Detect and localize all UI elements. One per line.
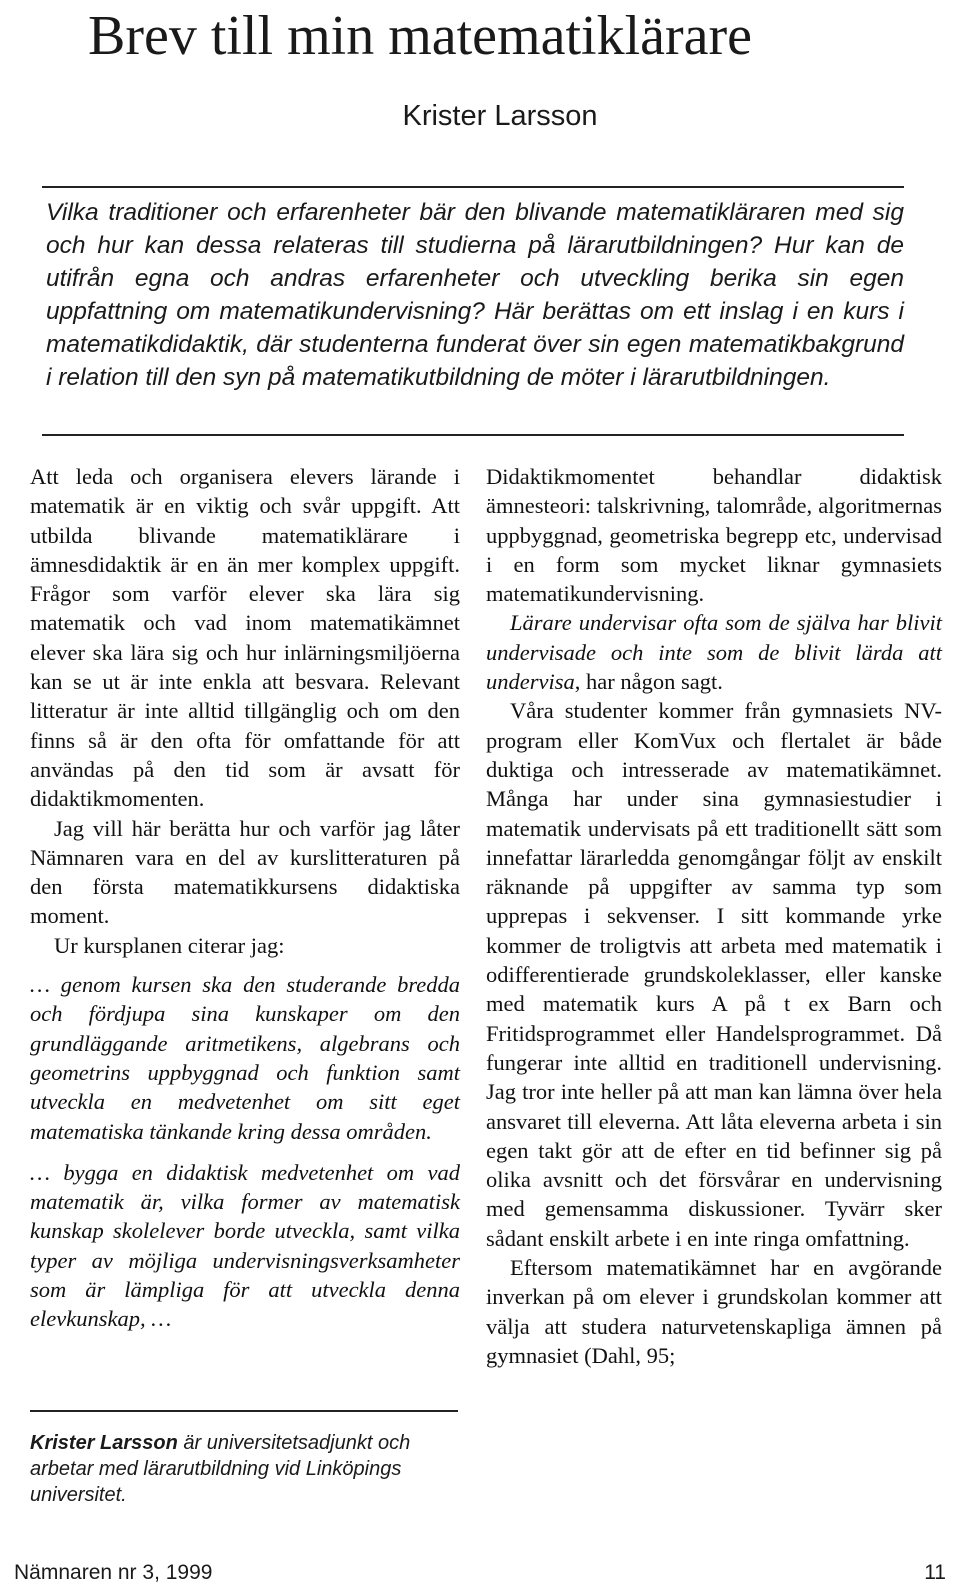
syllabus-quote: … genom kursen ska den studerande bredda och fördjupa sina kunskaper om den grundläggande aritmetikens, algebrans och geometrins uppbyggnad och funktion samt utveckla en medvetenhet om sitt eget matematiska tänkande kring dessa områden. — [30, 972, 460, 1144]
body-paragraph — [486, 608, 942, 696]
author-note-name: Krister Larsson — [30, 1432, 178, 1454]
body-paragraph: Att leda och organisera elevers lärande i matematik är en viktig och svår uppgift. Att utbilda blivande matematiklärare i ämnesdidaktik är en än mer komplex uppgift. Frågor som varför elever ska lära sig matematik och vad inom matematikämnet elever ska lära sig och hur inlärningsmiljöerna kan se ut är inte enkla att besvara. Relevant litteratur är inte alltid tillgänglig och om den finns så är den ofta för omfattande för att användas på den tid som är avsatt för didaktikmomenten. — [30, 464, 460, 812]
abstract-top-rule — [42, 186, 904, 188]
body-paragraph: Våra studenter kommer från gymnasiets NV-program eller KomVux och flertalet är både duktiga och intresserade av matematikämnet. Många har under sina gymnasiestudier i matematik undervisats på ett traditionellt sätt som innefattar lärarledda genomgångar följt av enskilt räknande på uppgifter av samma typ som upprepas i sekvenser. I sitt kommande yrke kommer de troligtvis att arbeta med matematik i odifferentierade grundskoleklasser, eller kanske med matematik kurs A på t ex Barn och Fritidsprogrammet eller Handelsprogrammet. Då fungerar inte alltid en traditionell undervisning. Jag tror inte heller på att man kan lämna över hela ansvaret till eleverna. Att låta eleverna arbeta i sin egen takt gör att de efter en tid befinner sig på olika avsnitt och det försvårar en undervisning med gemensamma diskussioner. Tyvärr sker sådant enskilt arbete i en inte ringa omfattning. — [486, 698, 942, 1251]
right-column — [486, 462, 942, 1370]
journal-footer: Nämnaren nr 3, 1999 — [14, 1561, 213, 1584]
quoted-saying-tail: , har någon sagt. — [574, 669, 723, 695]
author-note-text: är universitetsadjunkt och arbetar med lärarutbildning vid Linköpings universitet. — [30, 1432, 411, 1506]
abstract: Vilka traditioner och erfarenheter bär den blivande matematikläraren med sig och hur kan dessa relateras till studierna på lärarutbildningen? Hur kan de utifrån egna och andras erfarenheter och utveckling berika sin egen uppfattning om matematikundervisning? Här berättas om ett inslag i en kurs i matematikdidaktik, där studenterna funderat över sin egen matematikbakgrund i relation till den syn på matematikutbildning de möter i lärarutbildningen. — [46, 199, 904, 391]
body-paragraph: Eftersom matematikämnet har en avgörande inverkan på om elever i grundskolan kommer att välja att studera naturvetenskapliga ämnen på gymnasiet (Dahl, 95; — [486, 1255, 942, 1368]
body-paragraph: Jag vill här berätta hur och varför jag låter Nämnaren vara en del av kurslitteraturen på den första matematikkursens didaktiska moment. — [30, 815, 460, 929]
body-paragraph: Didaktikmomentet behandlar didaktisk ämnesteori: talskrivning, talområde, algoritmernas uppbyggnad, geometriska begrepp etc, undervisad i en form som mycket liknar gymnasiets matematikundervisning. — [486, 464, 942, 607]
page-number: 11 — [924, 1561, 946, 1584]
left-column — [30, 462, 460, 1334]
quoted-saying: Lärare undervisar ofta som de själva har blivit undervisade och inte som de blivit lärda att undervisa — [486, 610, 942, 695]
body-paragraph: Ur kursplanen citerar jag: — [54, 932, 285, 958]
syllabus-quote: … bygga en didaktisk medvetenhet om vad matematik är, vilka former av matematisk kunskap skolelever borde utveckla, samt vilka typer av möjliga undervisningsverksamheter som är lämpliga för att utveckla denna elevkunskap, … — [30, 1159, 460, 1332]
author-byline: Krister Larsson — [402, 100, 598, 132]
abstract-bottom-rule — [42, 434, 904, 436]
author-note — [30, 1430, 450, 1508]
article-title: Brev till min matematiklärare — [88, 5, 752, 67]
author-note-rule — [30, 1410, 458, 1412]
